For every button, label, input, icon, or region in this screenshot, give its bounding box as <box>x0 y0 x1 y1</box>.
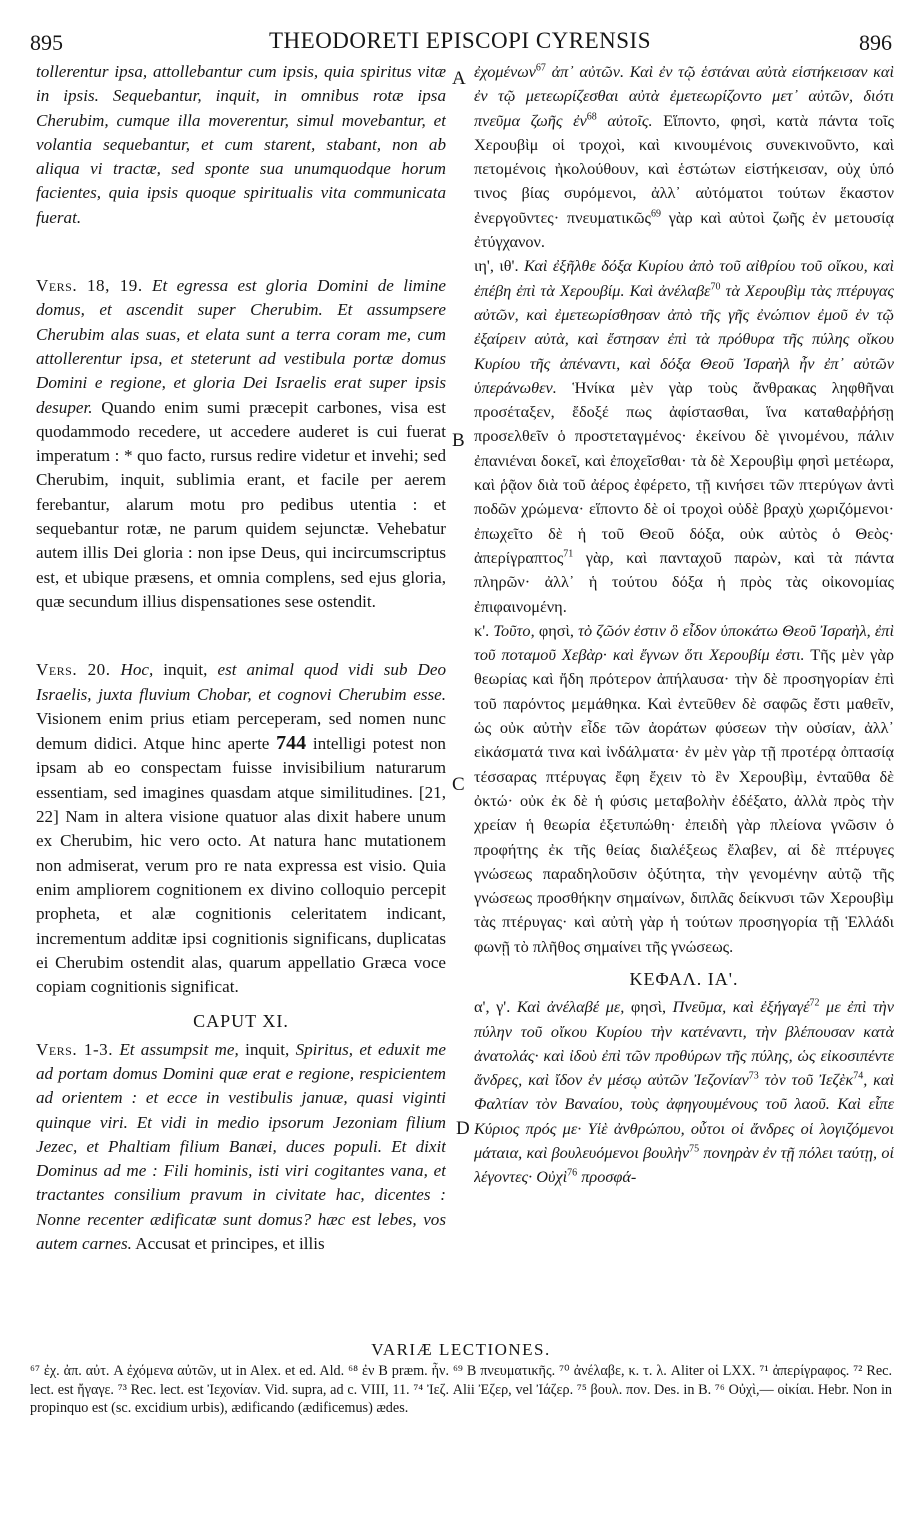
footnote-ref: 70 <box>710 281 721 293</box>
footnote-ref: 69 <box>650 208 661 220</box>
phesi-text: φησὶ, <box>538 620 574 640</box>
greek-paragraph <box>474 60 894 254</box>
phesi-text: φησὶ, <box>630 997 667 1017</box>
greek-commentary: Εἵποντο, φησὶ, κατὰ πάντα τοῖς Χερουβὶμ οἱ τροχοὶ, καὶ κινουμένοις συνεκινοῦντο, καὶ πετομένοις ἠκολούθουν, καὶ ἑστώτων εἱστήκεισαν, οὐχ ὑπό τινος βίας συρόμενοι, ἀλλ᾽ αὐτόματοι τούτων ἕκαστον ἐνεργοῦντες· πνευματικῶς <box>474 110 894 227</box>
greek-quote: προσφά- <box>581 1167 637 1187</box>
commentary-text: Accusat et principes, et illis <box>135 1234 325 1254</box>
margin-letter-b: B <box>452 430 465 451</box>
greek-quote: , καὶ Φαλτίαν τὸν Βαναίου, τοὺς ἀφηγουμένους τοῦ λαοῦ. Καὶ εἶπε Κύριος πρός με· Υἱὲ ἀνθρώπου, οὗτοι οἱ ἄνδρες οἱ λογιζόμενοι μάταια, καὶ βουλευόμενοι βουλὴν <box>474 1070 894 1163</box>
greek-quote: Πνεῦμα, καὶ ἐξήγαγέ <box>672 997 810 1017</box>
greek-commentary: Τῆς μὲν γὰρ θεωρίας καὶ ἤδη πρότερον ἀπήλαυσα· τὴν δὲ προσηγορίαν ἐπὶ τοῦ παρόντος μεμάθηκα. Καὶ ἐντεῦθεν δὲ σαφῶς ἔστι μαθεῖν, ὡς οὐκ αὐτὴν εἶδε τῶν ἀοράτων φύσεων τὴν οὐσίαν, ἀλλ᾽ εἰκάσματά τινα καὶ ἰνδάλματα· ἐν μὲν γὰρ τῇ προτέρᾳ ὀπτασίᾳ τέσσαρας πτέρυγας ἔφη ἔχειν τὸ ἓν Χερουβὶμ, ἐνταῦθα δὲ ὀκτώ· οὐκ ἐκ δὲ ἡ φύσις μεταβολὴν ἐδέξατο, ἀλλὰ πρὸς τὴν χρείαν ἡ θεωρία ἐξετυπώθη· ἐπειδὴ γὰρ πλείονα γνῶσιν ὁ προφήτης ἐκ τῆς θείας διαλέξεως ἔλαβεν, αἱ δὲ πτέρυγες γνώσεως παραδηλοῦσιν ὀξύτητα, τὴν γενομένην αὐτῷ τῆς γνώσεως προσθήκην σημαίνων, διπλᾶς δείκνυσι τῶν Χερουβὶμ τὰς πτέρυγας· καὶ αὐτὴ γὰρ ἡ τούτων προσηγορία τῇ Ἑλλάδι φωνῇ τὸ πλῆθος σημαίνει τῆς γνώσεως. <box>474 645 894 956</box>
greek-quote: τὸν τοῦ Ἰεζὲκ <box>764 1070 854 1090</box>
verse-label: Vers. 20. <box>36 660 111 680</box>
inquit-text: inquit, <box>163 660 208 680</box>
greek-quote: τὰ Χερουβὶμ τὰς πτέρυγας αὐτῶν, καὶ ἐμετεωρίσθησαν ἀπὸ τῆς γῆς ἐνώπιον ἐμοῦ ἐν τῷ ἐξαίρειν αὐτὰ, καὶ ἔστησαν ἐπὶ τὰ πρόθυρα τῆς πύλης οἴκου Κυρίου τῆς ἀπέναντι, καὶ δόξα Θεοῦ Ἰσραὴλ ἦν ἐπ᾽ αὐτῶν ὑπεράνωθεν. <box>474 280 894 397</box>
chapter-heading-latin: CAPUT XI. <box>193 1011 289 1032</box>
verse-label: α', γ'. <box>474 997 511 1017</box>
greek-verse-1 <box>474 995 894 1189</box>
footnote-ref: 75 <box>689 1143 700 1155</box>
verse-label: κ'. <box>474 620 490 640</box>
greek-quote: τὸ ζῶόν ἐστιν ὃ εἶδον ὑποκάτω Θεοῦ Ἰσραὴλ, ἐπὶ τοῦ ποταμοῦ Χεβὰρ· καὶ ἔγνων ὅτι Χερουβίμ ἐστι. <box>474 620 894 665</box>
greek-column <box>474 60 894 1338</box>
page-number-left: 895 <box>30 30 63 55</box>
margin-letter-a: A <box>452 68 466 89</box>
running-title: THEODORETI EPISCOPI CYRENSIS <box>268 28 652 53</box>
greek-verse-18 <box>474 254 894 618</box>
verse-quote: Hoc, <box>120 660 154 680</box>
column-number-marker: 744 <box>276 732 307 755</box>
latin-verse-1 <box>36 1038 446 1257</box>
verse-quote: est animal quod vidi sub Deo Israelis, juxta fluvium Chobar, et cognovi Cherubim esse. <box>36 660 446 704</box>
footnote-ref: 76 <box>567 1167 578 1179</box>
footnote-ref: 74 <box>853 1070 864 1082</box>
margin-letter-d: D <box>456 1118 470 1139</box>
greek-quote: με ἐπὶ τὴν πύλην τοῦ οἴκου Κυρίου τὴν κατέναντι, τὴν βλέπουσαν κατὰ ἀνατολάς· καὶ ἰδοὺ ἐπὶ τῶν προθύρων τῆς πύλης, ὡς εἰκοσιπέντε ἄνδρες, καὶ ἴδον ἐν μέσῳ αὐτῶν Ἰεζονίαν <box>474 997 894 1090</box>
verse-label: Vers. 1-3. <box>36 1039 113 1059</box>
margin-letter-c: C <box>452 774 465 795</box>
page-header <box>0 22 920 56</box>
greek-quote: πονηρὰν ἐν τῇ πόλει ταύτῃ, οἱ λέγοντες· Οὐχὶ <box>474 1143 894 1187</box>
latin-column <box>36 60 446 1338</box>
variae-title: VARIÆ LECTIONES. <box>371 1340 551 1359</box>
commentary-text: Quando enim sumi præcepit carbones, visa est quodammodo recedere, ut accedere auderet is cui fuerat imperatum : * quo facto, rursus redire videtur et invehi; sed Cherubim, inquit, sublimia erant, et facile per aerem ferebantur, alarum motu pro pedibus utentia : et sequebantur rotæ, ne parum quidem sejunctæ. Vehebatur autem illis Dei gloria : non ipse Deus, qui incircumscriptus est, et ubique præsens, et omnia complens, sed ejus gloria, quæ secundum illius dispensationes sese ostendit. <box>36 397 446 611</box>
greek-verse-20 <box>474 619 894 959</box>
footnote-ref: 73 <box>748 1070 759 1082</box>
footnote-ref: 71 <box>563 548 574 560</box>
latin-verse-20 <box>36 658 446 999</box>
verse-label: ιη', ιθ'. <box>474 256 519 276</box>
variae-text: ⁶⁷ ἐχ. ἀπ. αὐτ. A ἐχόμενα αὐτῶν, ut in Alex. et ed. Ald. ⁶⁸ ἐν B præm. ἦν. ⁶⁹ B πνευματικῆς. ⁷⁰ ἀνέλαβε, κ. τ. λ. Aliter οἱ LXX. ⁷¹ ἀπερίγραφος. ⁷² Rec. lect. est ἤγαγε. ⁷³ Rec. lect. est Ἰεχονίαν. Vid. supra, ad c. VIII, 11. ⁷⁴ Ἰεζ. Alii Ἐζερ, vel Ἰάζερ. ⁷⁵ βουλ. πον. Des. in B. ⁷⁶ Οὐχὶ,— οἰκίαι. Hebr. Non in propinquo est (sc. excidium urbis), ædificando (ædificemus) ædes. <box>30 1363 892 1416</box>
verse-quote: Et egressa est gloria Domini de limine domus, et ascendit super Cherubim. Et assumpsere Cherubim alas suas, et elata sunt a terra coram me, cum attollerentur ipsa, et steterunt ad vestibula portæ domus Domini e regione, et gloria Dei Israelis erat super ipsis desuper. <box>36 276 446 417</box>
greek-quote: Καὶ ἀνέλαβέ με, <box>516 997 625 1017</box>
variae-lectiones <box>30 1340 892 1418</box>
greek-commentary: γὰρ καὶ αὐτοὶ ζωῆς ἐν μετουσίᾳ ἐτύγχανον. <box>474 207 894 252</box>
greek-commentary: γὰρ, καὶ πανταχοῦ παρὼν, καὶ τὰ πάντα πληρῶν· ἀλλ᾽ ἡ τούτου δόξα ἡ πρὸς τὰς οἰκονομίας ἐπιφαινομένη. <box>474 547 894 616</box>
latin-verse-18 <box>36 274 446 614</box>
greek-quote: αὐτοῖς. <box>607 110 653 130</box>
chapter-heading-greek: ΚΕΦΑΛ. ΙΑ'. <box>629 968 739 989</box>
latin-italic-continuation: tollerentur ipsa, attollebantur cum ipsis, quia spiritus vitæ in ipsis. Sequebantur, inquit, in omnibus rotæ ipsa Cherubim, cumque illa moverentur, simul movebantur, et volantia sequebantur, et cum starent, stabant, non ab aliqua vi tractæ, sed sponte sua unumquodque horum facientes, quia ipsis quoque spiritualis vita communicata fuerat. <box>36 62 446 227</box>
footnote-ref: 68 <box>586 111 597 123</box>
commentary-text: Visionem enim prius etiam perceperam, sed nomen nunc demum didici. Atque hinc aperte <box>36 708 446 754</box>
greek-quote: ἐχομένων <box>474 62 536 81</box>
verse-label: Vers. 18, 19. <box>36 276 143 296</box>
verse-quote: Spiritus, et eduxit me ad portam domus Domini quæ erat e regione, respicientem ad orientem : et ecce in vestibulis januæ, quasi viginti quinque viri. Et vidi in medio ipsorum Jezoniam filium Jezec, et Phaltiam filium Banæi, duces populi. Et dixit Dominus ad me : Fili hominis, isti viri cogitantes vana, et tractantes consilium pravum in civitate hac, dicentes : Nonne recenter ædificatæ sunt domus? hæc est lebes, vos autem carnes. <box>36 1039 446 1254</box>
greek-commentary: Ἡνίκα μὲν γὰρ τοὺς ἄνθρακας ληφθῆναι προσέταξεν, ἔδοξέ πως ἀφίστασθαι, ἵνα καταθαῤῥήσῃ προσελθεῖν ὁ προστεταγμένος· ἐκείνου δὲ γινομένου, πάλιν ἐπανιέναι δοκεῖ, καὶ ἐποχεῖσθαι· τὰ δὲ Χερουβὶμ φησὶ μετέωρα, καὶ ῥᾷον διὰ τοῦ ἀέρος ἐφέρετο, τῇ κινήσει τῶν πτερύγων ἀντὶ ποδῶν χρώμενα· εἵποντο δὲ οἱ τροχοὶ οὐδὲ βραχὺ χωριζόμενοι· ἐπωχεῖτο δὲ ἡ τοῦ Θεοῦ δόξα, οὐκ αὐτὸς ὁ Θεὸς· ἀπερίγραπτος <box>474 377 894 567</box>
commentary-text: intelligi potest non ipsam ab eo conspectam fuisse invisibilium naturarum essentiam, sed imagines quasdam atque similitudines. [21, 22] Nam in altera visione quatuor alas dixit habere unum ex Cherubim, hic vero octo. At natura hanc mutationem non admiserat, verum pro re nata expressa est visio. Quia enim ampliorem cognitionem ex divino colloquio percepit propheta, et alæ cognitionis celeritatem indicant, incrementum additæ ipsi cognitionis significans, duplicatas ei Cherubim ostendit alas, quarum appellatio Græca voce copiam cognitionis significat. <box>36 734 446 997</box>
greek-quote: ἀπ᾽ αὐτῶν. Καὶ ἐν τῷ ἑστάναι αὐτὰ εἱστήκεισαν καὶ ἐν τῷ μετεωρίζεσθαι αὐτὰ ἐμετεωρίζοντο μετ᾽ αὐτῶν, διότι πνεῦμα ζωῆς ἐν <box>474 62 894 130</box>
greek-quote: Καὶ ἐξῆλθε δόξα Κυρίου ἀπὸ τοῦ αἰθρίου τοῦ οἴκου, καὶ ἐπέβη ἐπὶ τὰ Χερουβίμ. Καὶ ἀνέλαβε <box>474 256 894 300</box>
footnote-ref: 72 <box>809 997 820 1009</box>
greek-quote: Τοῦτο, <box>493 620 535 640</box>
inquit-text: inquit, <box>245 1039 290 1059</box>
page-number-right: 896 <box>859 30 892 55</box>
verse-quote: Et assumpsit me, <box>119 1039 239 1059</box>
footnote-ref: 67 <box>535 62 546 74</box>
latin-paragraph <box>36 60 446 230</box>
